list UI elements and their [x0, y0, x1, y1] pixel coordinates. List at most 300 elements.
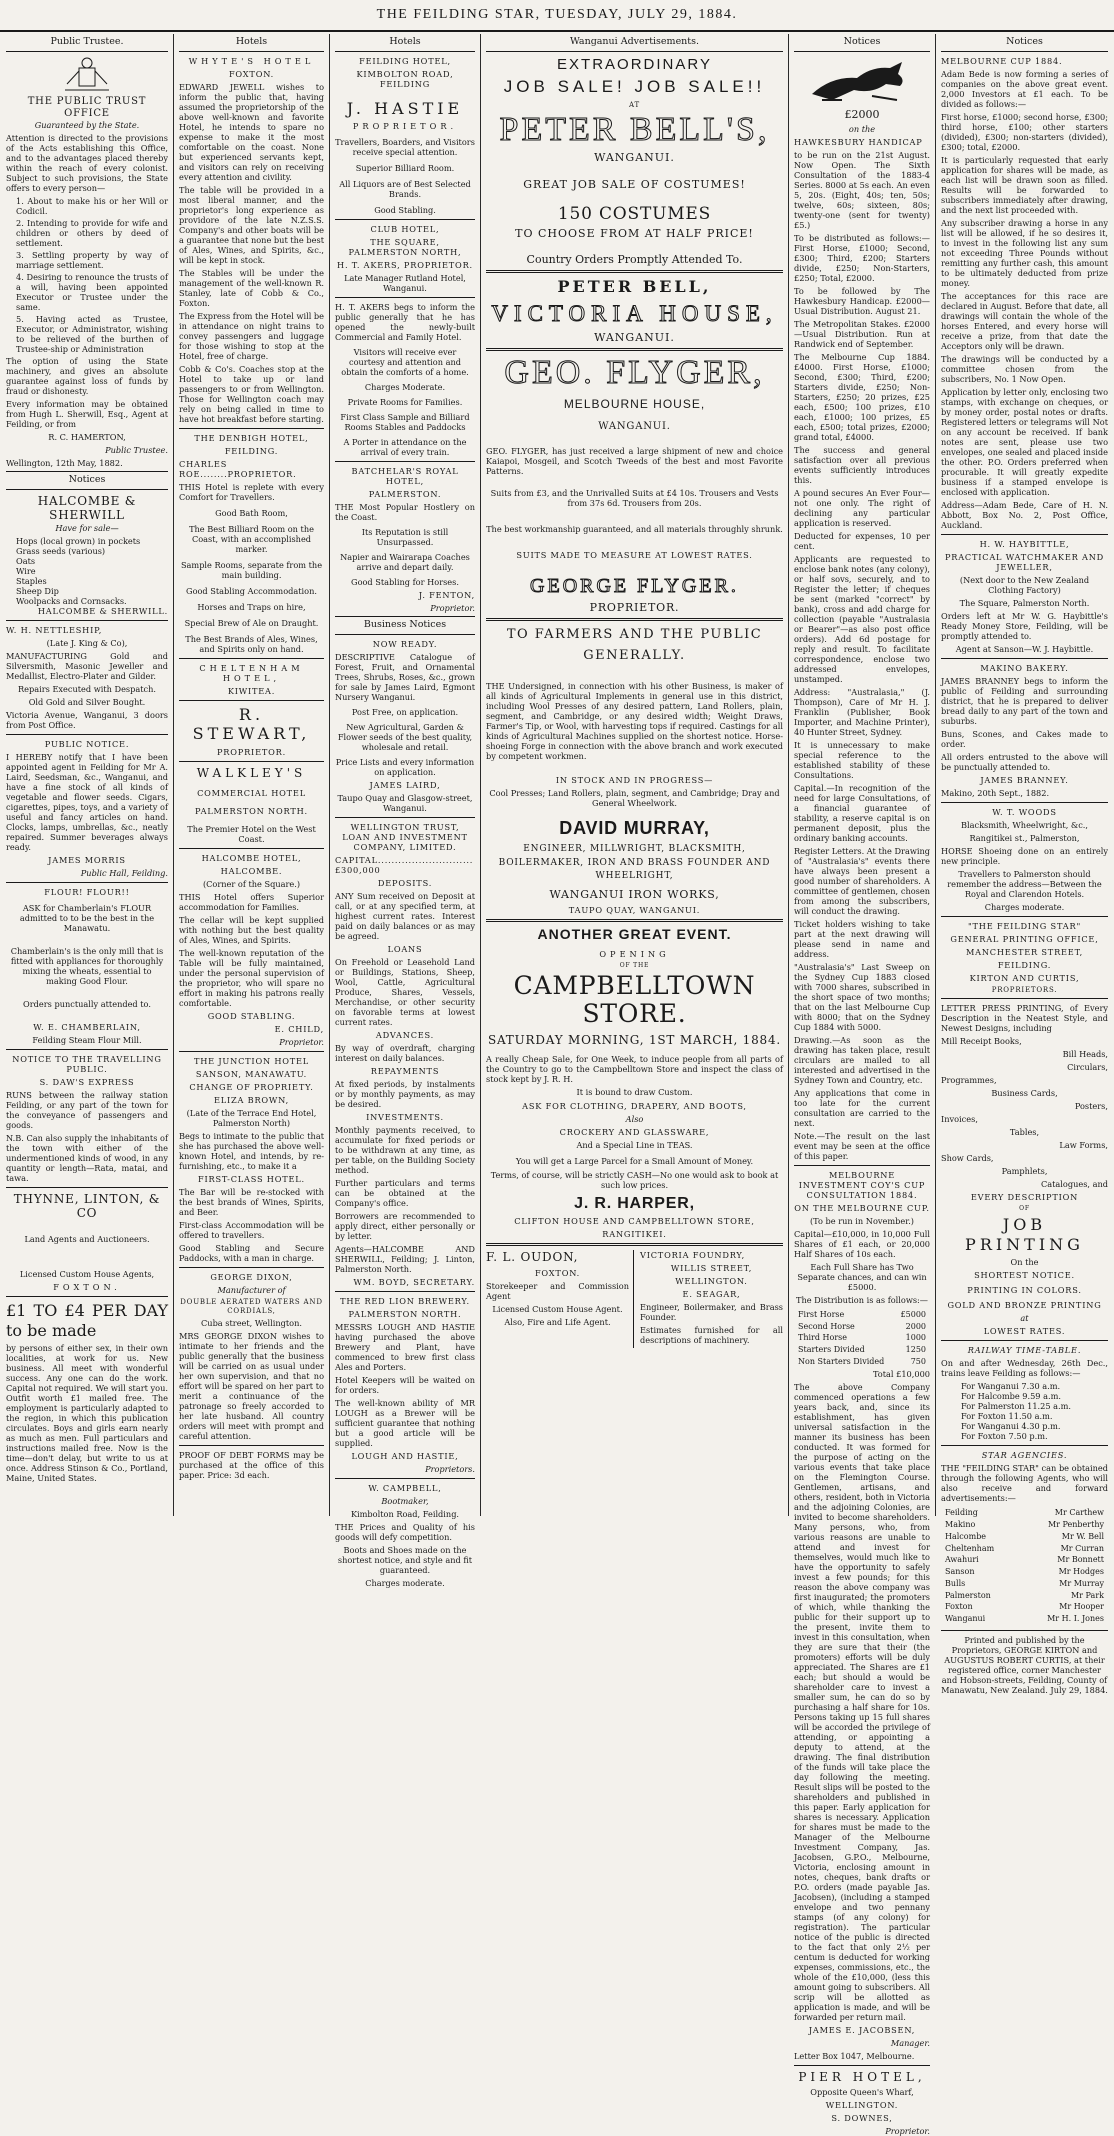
text: (Late of the Terrace End Hotel, Palmerston North) [186, 1108, 317, 1129]
text: Address—Adam Bede, Care of H. N. Abbott, Box No. 2, Post Office, Auckland. [941, 499, 1108, 530]
text: Old Gold and Silver Bought. [28, 696, 146, 707]
list-item: Sheep Dip [16, 585, 59, 596]
table-cell: Cheltenham [945, 1543, 995, 1553]
column-wanganui-ads [482, 34, 787, 1516]
ad-title: WELLINGTON TRUST, LOAN AND INVESTMENT COMPANY, LIMITED. [342, 821, 468, 852]
list-item: Travellers, Boarders, and Visitors receive special attention. [335, 137, 475, 158]
rail-items [961, 1381, 1108, 1441]
text: Good Stabling and Secure Paddocks, with a man in charge. [179, 1243, 324, 1264]
column-hotels [175, 34, 328, 1516]
table-cell: Mr Park [1070, 1590, 1104, 1600]
text: On and after Wednesday, 26th Dec., trains leave Feilding as follows:— [941, 1358, 1108, 1379]
text: GEO. FLYGER, has just received a large shipment of new and choice Kaiapoi, Mosgeil, and Scotch Tweeds of the best and most Favorite Patterns. [486, 445, 783, 476]
text: FOXTON. [534, 1268, 581, 1279]
text: Further particulars and terms can be obtained at the Company's office. [335, 1177, 475, 1208]
list-item: 2. Intending to provide for wife and children or others by deed of settlement. [16, 217, 168, 248]
list-item: For Wanganui 7.30 a.m. [961, 1381, 1061, 1392]
ad-title: TO FARMERS AND THE PUBLIC GENERALLY. [506, 627, 763, 664]
text: The Square, Palmerston North. [959, 597, 1090, 608]
column-heading: Notices [941, 34, 1108, 52]
column-notices [790, 34, 934, 2136]
ad-title: DAVID MURRAY, [559, 818, 710, 839]
text: PALMERSTON NORTH. [195, 806, 308, 817]
text: Applicants are requested to enclose bank notes (any colony), or half sovs, securely, and to Register the letter; if cheques be sent (marked "correct" by bank), cross and add charge for collection (payable "Australasia or Bearer"—as also post office orders). Add 6d postage for reply and result. To facilitate correspondence, enclose two addressed envelopes, unstamped. [794, 553, 930, 684]
ad-title: £1 TO £4 PER DAY to be made [6, 1301, 168, 1340]
agents-table [941, 1506, 1108, 1626]
table-cell: 750 [910, 1356, 926, 1366]
list-item: Pamphlets, [1001, 1166, 1048, 1177]
text: A really Cheap Sale, for One Week, to induce people from all parts of the Country to go to the Campbelltown Store and inspect the class of stock kept by J. R. H. [486, 1053, 783, 1084]
table-cell: Starters Divided [798, 1345, 865, 1355]
ad-title: EXTRAORDINARY [557, 55, 712, 73]
text: (Next door to the New Zealand Clothing Factory) [959, 574, 1090, 595]
text: LOANS [387, 943, 423, 954]
list-item: Mill Receipt Books, [941, 1036, 1022, 1047]
text: Orders left at Mr W. G. Haybittle's Ready Money Store, Feilding, will be promptly attended to. [941, 610, 1108, 641]
text: INVESTMENTS. [366, 1111, 444, 1122]
ad-title: RAILWAY TIME-TABLE. [967, 1345, 1082, 1356]
text: The table will be provided in a most liberal manner, and the proprietor's long experience as providore of the late N.Z.S.S. Company's and other boats will be a guarantee that none but the best of Ales, Wines, and Spirits, &c., will be kept in stock. [179, 184, 324, 265]
text: SUITS MADE TO MEASURE AT LOWEST RATES. [516, 549, 753, 560]
ad-title: PETER BELL, [557, 277, 712, 297]
text: PROPRIETOR. [216, 746, 286, 757]
ad-title: JOB SALE! JOB SALE!! [503, 76, 766, 96]
bottom-ads [486, 1250, 783, 1348]
text: Letter Box 1047, Melbourne. [794, 2050, 915, 2061]
text: S. DOWNES, [831, 2113, 893, 2124]
text: Have for sale— [55, 522, 119, 533]
table-cell: 1000 [905, 1333, 926, 1343]
ad-title: GEO. FLYGER, [504, 354, 765, 392]
list-item: All Liquors are of Best Selected Brands. [339, 179, 471, 200]
text: H. T. AKERS, PROPRIETOR. [337, 260, 473, 271]
text: Price Lists and every information on application. [335, 756, 475, 777]
table-cell: Third Horse [798, 1333, 847, 1343]
text: On the [1010, 1257, 1039, 1268]
text: JAMES BRANNEY begs to inform the public of Feilding and surrounding district, that he is prepared to deliver bread daily to any part of the town and suburbs. [941, 675, 1108, 726]
text: You will get a Large Parcel for a Small Amount of Money. [515, 1155, 754, 1166]
list-item: Hops (local grown) in pockets [16, 535, 141, 546]
text: The above Company commenced operations a few years back, and, since its establishment, has given universal satisfaction in the manner its business has been conducted. It was formed for the purpose of acting on the various events that take place on the Flemington Course. Gentlemen, artisans, and others, resident, both in Victoria and the adjoining Colonies, are invited to become shareholders. Many persons, who, from various reasons are unable to attend and invest for themselves, would much like to have the opportunity to safely invest a few pounds; for this reason the above company was first inaugurated; the promoters of which, while thanking the public for their support up to the present, invite them to invest in this consultation, when they are sure that their (the promoters) efforts will be duly appreciated. The Shares are £1 each; but should a would be shareholder care to invest a smaller sum, he can do so by purchasing a half share for 10s. Persons taking up 15 full shares will be accorded the privilege of attending, or appointing a deputy to attend, at the drawing. The final distribution of the funds will take place the day following the meeting. Result slips will be posted to the shareholders and published in this paper. Early application for shares is necessary. Application for shares must be made to the Manager of the Melbourne Investment Company, Jas. Jacobsen, G.P.O., Melbourne, Victoria, enclosing amount in notes, cheques, bank drafts or P.O. orders (made payable Jas. Jacobsen), (including a stamped envelope and two pennany stamps (of any colony) for registration). The particular notice of the public is directed to the fact that only 2½ per centum is deducted for working expenses, commissions, etc., the whole of the £10,000, (less this amount going to subscribers. All scrip will be allotted as application is made, and will be forwarded per return mail. [794, 1381, 930, 2022]
table-row [943, 1591, 1106, 1601]
text: Makino, 20th Sept., 1882. [941, 787, 1050, 798]
text: It is bound to draw Custom. [576, 1086, 693, 1097]
text: Proprietor. [279, 1037, 324, 1048]
list-item: Circulars, [1067, 1062, 1108, 1073]
text: KIRTON AND CURTIS, [969, 972, 1080, 983]
text: The success and general satisfaction over all previous events sufficiently introduces this. [794, 444, 930, 485]
text: Victoria Avenue, Wanganui, 3 doors from Post Office. [6, 709, 168, 730]
ad-title: THYNNE, LINTON, & CO [13, 1191, 161, 1221]
ad-title: J. R. HARPER, [574, 1194, 695, 1212]
list-item: Tables, [1009, 1127, 1040, 1138]
text: FEILDING. [997, 959, 1052, 970]
list-item: Show Cards, [941, 1153, 994, 1164]
ad-title: THE RED LION BREWERY. [340, 1295, 470, 1306]
text: PALMERSTON. [368, 489, 442, 500]
table-cell: 1250 [905, 1345, 926, 1355]
ad-title: PUBLIC NOTICE. [44, 738, 130, 749]
text: MANUFACTURING Gold and Silversmith, Masonic Jeweller and Medallist, Electro-Plater and Gilder. [6, 650, 168, 681]
text: Travellers to Palmerston should remember the address—Between the Royal and Clarendon Hotels. [947, 868, 1102, 899]
text: Capital.—In recognition of the need for large Consultations, of a financial guarantee of stability, a reserve capital is on permanent deposit, plus the ordinary banking accounts. [794, 782, 930, 843]
text: OF [1019, 1205, 1030, 1213]
foundry-ad [640, 1250, 783, 1348]
list-item: 3. Settling property by way of marriage settlement. [16, 249, 168, 270]
table-cell: Mr W. Bell [1061, 1531, 1104, 1541]
text: The well-known ability of MR LOUGH as a Brewer will be sufficient guarantee that nothing but a good article will be supplied. [335, 1397, 475, 1448]
table-row [796, 1322, 928, 1332]
text: Guaranteed by the State. [34, 119, 140, 130]
text: "Australasia's" Last Sweep on the Sydney Cup 1883 closed with 7000 shares, subscribed in the short space of two months; that on the last Melbourne Cup with 8000; that on the Sydney Cup 1884 with 5000. [794, 961, 930, 1032]
text: The Express from the Hotel will be in attendance on night trains to convey passengers and luggage for those wishing to stop at the Hotel, free of charge. [179, 310, 325, 361]
text: (Late J. King & Co), [46, 637, 128, 648]
text: PROPRIETOR. [589, 601, 680, 615]
table-cell: Non Starters Divided [798, 1356, 885, 1366]
column-divider [935, 34, 936, 1516]
list-item: Visitors will receive ever courtesy and attention and obtain the comforts of a home. [341, 347, 469, 378]
text: A pound secures An Ever Four—not one only. The right of declining any particular application is reserved. [794, 487, 930, 528]
masthead [0, 6, 1114, 32]
list-item: First Class Sample and Billiard Rooms Stables and Paddocks [340, 412, 470, 433]
text: PRINTING IN COLORS. [967, 1285, 1082, 1296]
text: JAMES E. JACOBSEN, [808, 2024, 916, 2035]
table-cell: Palmerston [945, 1590, 991, 1600]
list-item: Law Forms, [1059, 1140, 1108, 1151]
text: To be followed by The Hawkesbury Handicap. £2000—Usual Distribution. August 21. [794, 285, 930, 316]
printing-items [941, 1036, 1108, 1189]
table-cell: First Horse [798, 1309, 845, 1319]
text: The Bar will be re-stocked with the best brands of Wines, Spirits, and Beer. [179, 1187, 324, 1218]
text: At fixed periods, by instalments or by monthly payments, as may be desired. [335, 1078, 475, 1109]
table-cell: 2000 [905, 1321, 926, 1331]
text: All orders entrusted to the above will be punctually attended to. [941, 751, 1108, 772]
text: WANGANUI. [594, 150, 675, 164]
ad-title: VICTORIA FOUNDRY, [640, 1250, 745, 1261]
text: Capital—£10,000, in 10,000 Full Shares of £1 each, or 20,000 Half Shares of 10s each. [794, 1228, 930, 1259]
text: E. CHILD, [274, 1024, 324, 1035]
text: Drawing.—As soon as the drawing has taken place, result circulars are mailed to all interested and advertised in the Sydney Town and Country, etc. [794, 1034, 930, 1085]
text: Kimbolton Road, Feilding. [350, 1508, 460, 1519]
list-item: Good Bath Room, [215, 507, 288, 518]
ad-title: 150 COSTUMES [557, 203, 712, 224]
text: THE "FEILDING STAR" can be obtained through the following Agents, who will also receive and forward advertisements:— [941, 1463, 1108, 1504]
ad-title: NOTICE TO THE TRAVELLING PUBLIC. [12, 1053, 162, 1074]
list-item: Superior Billiard Room. [355, 163, 455, 174]
list-item: Grass seeds (various) [16, 545, 106, 556]
text: Ticket holders wishing to take part at the next drawing will please send in name and address. [794, 918, 930, 959]
text: KIMBOLTON ROAD, FEILDING [356, 68, 454, 89]
text: GENERAL PRINTING OFFICE, [950, 933, 1099, 944]
ad-title: W. T. WOODS [992, 806, 1057, 817]
column-public-trustee [2, 34, 172, 1516]
list-item: Horses and Traps on hire, [197, 601, 306, 612]
text: FOXTON. [53, 1282, 121, 1293]
list-item: Posters, [1074, 1101, 1108, 1112]
text: Orders punctually attended to. [23, 998, 151, 1009]
list-item: 5. Having acted as Trustee, Executor, or Administrator, wishing to be relieved of the burthen of Trustee-ship or Administration [16, 313, 168, 354]
text: GOLD AND BRONZE PRINTING [947, 1300, 1102, 1311]
text: Adam Bede is now forming a series of companies on the above great event. 2,000 Investors at £1 each. To be divided as follows:— [941, 68, 1108, 109]
text: The acceptances for this race are declared in August. Before that date, all drawings will contain the whole of the horses Entered, and every horse will receive a prize, from that date the Acceptors only will be drawn. [941, 290, 1108, 351]
ad-title: HALCOMBE & SHERWILL [37, 493, 137, 523]
column-divider [173, 34, 174, 1516]
text: PALMERSTON NORTH. [348, 1308, 462, 1319]
text: (Corner of the Square.) [202, 879, 301, 890]
list-item: Programmes, [941, 1075, 997, 1086]
text: Licensed Custom House Agents, [19, 1269, 155, 1280]
trust-items [16, 196, 168, 354]
text: (To be run in November.) [809, 1215, 915, 1226]
text: WILLIS STREET, [670, 1263, 753, 1274]
ad-title: VICTORIA HOUSE, [491, 300, 778, 326]
text: ON THE MELBOURNE CUP. [794, 1202, 930, 1213]
text: Feilding Steam Flour Mill. [32, 1034, 142, 1045]
text: PROOF OF DEBT FORMS may be purchased at the office of this paper. Price: 3d each. [179, 1450, 324, 1481]
ad-title: GEORGE DIXON, [210, 1272, 293, 1283]
ad-title: FEILDING HOTEL, [359, 55, 451, 66]
table-cell: Makino [945, 1520, 976, 1530]
text: THIS Hotel offers Superior accommodation for Families. [179, 892, 324, 913]
text: TO CHOOSE FROM AT HALF PRICE! [515, 227, 754, 241]
text: WANGANUI. [594, 330, 675, 344]
ad-title: THE JUNCTION HOTEL [193, 1056, 310, 1067]
column-heading: Public Trustee. [6, 34, 168, 52]
text: JAMES LAIRD, [369, 779, 441, 790]
list-item: Wire [16, 565, 36, 576]
text: Bootmaker, [381, 1495, 429, 1506]
ad-title: MELBOURNE INVESTMENT COY'S CUP CONSULTATION 1884. [798, 1169, 926, 1200]
ad-title: "THE FEILDING STAR" [967, 920, 1082, 931]
ad-title: WHYTE'S HOTEL [188, 55, 315, 66]
table-cell: £5000 [900, 1309, 926, 1319]
table-cell: Halcombe [945, 1531, 987, 1541]
text: WELLINGTON. [825, 2100, 899, 2111]
list-item: The Best Brands of Ales, Wines, and Spirits only on hand. [185, 633, 318, 654]
table-cell: Feilding [945, 1508, 978, 1518]
text: Licensed Custom House Agent. [492, 1304, 623, 1315]
text: MRS GEORGE DIXON wishes to intimate to her friends and the public generally that the business will be carried on as usual under her own supervision, and that no effort will be spared on her part to merit a continuance of the patronage so freely accorded to her late husband. All country orders will meet with prompt and careful attention. [179, 1331, 324, 1442]
trust-office-title: THE PUBLIC TRUST OFFICE [27, 95, 147, 119]
text: I HEREBY notify that I have been appointed agent in Feilding for Mr A. Laird, Seedsman, &c., Wanganui, and have a fine stock of all kinds of vegetable and flower seeds. Cigars, cigarettes, pipes, toys, and a variety of useful and fancy articles on hand. Clocks, lamps, umbrellas, &c., neatly repaired. Summer beverages always ready. [6, 751, 168, 852]
text: HORSE Shoeing done on an entirely new principle. [941, 845, 1108, 866]
column-heading: Wanganui Advertisements. [486, 34, 783, 52]
text: OF THE [619, 961, 650, 969]
ad-title: CHELTENHAM HOTEL, [199, 662, 304, 683]
text: The well-known reputation of the Table will be fully maintained, under the personal supervision of the proprietor, who will spare no effort in making his patrons really comfortable. [179, 948, 324, 1009]
ad-title: WALKLEY'S [196, 765, 307, 780]
table-row [796, 1310, 928, 1320]
list-item: For Foxton 7.50 p.m. [961, 1431, 1048, 1442]
text: S. DAW'S EXPRESS [39, 1076, 135, 1087]
text: Storekeeper and Commission Agent [486, 1281, 629, 1302]
text: Country Orders Promptly Attended To. [526, 252, 743, 266]
text: R. C. HAMERTON, [48, 431, 126, 442]
table-row [943, 1602, 1106, 1612]
text: COMMERCIAL HOTEL [197, 788, 306, 799]
text: AT [629, 100, 640, 109]
text: Manager. [890, 2037, 930, 2048]
ad-title: BATCHELAR'S ROYAL HOTEL, [351, 466, 459, 487]
ad-title: THE DENBIGH HOTEL, [194, 432, 309, 443]
ad-title: HALCOMBE HOTEL, [201, 853, 302, 864]
text: Cuba street, Wellington. [201, 1318, 302, 1329]
text: PRACTICAL WATCHMAKER AND JEWELLER, [944, 551, 1105, 572]
list-item: 1. About to make his or her Will or Codicil. [16, 195, 168, 216]
list-item: For Wanganui 4.30 p.m. [961, 1421, 1061, 1432]
text: Public Hall, Feilding. [80, 867, 168, 878]
coat-of-arms-icon [6, 56, 168, 96]
text: GREAT JOB SALE OF COSTUMES! [523, 178, 746, 192]
text: LOWEST RATES. [983, 1326, 1066, 1337]
text: MESSRS LOUGH AND HASTIE having purchased the above Brewery and Plant, have commenced to brew first class Ales and Porters. [335, 1321, 475, 1372]
text: Every information may be obtained from Hugh L. Sherwill, Esq., Agent at Feilding, or from [6, 398, 168, 429]
table-cell: Awahuri [945, 1555, 979, 1565]
text: IN STOCK AND IN PROGRESS— [555, 775, 714, 786]
distribution-table [794, 1308, 930, 1369]
list-item: Napier and Wairarapa Coaches arrive and depart daily. [340, 552, 470, 573]
table-row [943, 1614, 1106, 1624]
text: Rangitikei st., Palmerston, [969, 832, 1080, 843]
list-item: 4. Desiring to renounce the trusts of a will, having been appointed Executor or Trustee under the same. [16, 271, 168, 312]
text: Manufacturer of [217, 1285, 286, 1296]
text: Boots and Shoes made on the shortest notice, and style and fit guaranteed. [337, 1544, 473, 1575]
text: WM. BOYD, SECRETARY. [353, 1276, 475, 1287]
text: CLIFTON HOUSE AND CAMPBELLTOWN STORE, [514, 1216, 755, 1227]
text: The Distribution is as follows:— [795, 1294, 928, 1305]
column-heading: Hotels [335, 34, 475, 52]
text: FIRST-CLASS HOTEL. [198, 1174, 305, 1185]
table-row [943, 1520, 1106, 1530]
text: HALCOMBE. [220, 866, 283, 877]
text: PROPRIETOR. [352, 121, 458, 132]
text: LOUGH AND HASTIE, [351, 1450, 459, 1461]
text: Agent at Sanson—W. J. Haybittle. [955, 643, 1094, 654]
text: MELBOURNE HOUSE, [563, 396, 706, 411]
list-item: For Foxton 11.50 a.m. [961, 1411, 1053, 1422]
ad-title: ANOTHER GREAT EVENT. [537, 925, 732, 942]
text: N.B. Can also supply the inhabitants of the town with either of the undermentioned kinds of wood, in any quantity or length—Rata, matai, and tawa. [6, 1132, 168, 1183]
text: ANY Sum received on Deposit at call, or at any specified term, at highest current rates. Interest paid on daily balances or as may be agreed. [335, 890, 475, 941]
text: Agents—HALCOMBE AND SHERWILL, Feilding; J. Linton, Palmerston North. [335, 1243, 475, 1274]
ad-title: H. W. HAYBITTLE, [979, 538, 1070, 549]
hs-items [16, 536, 168, 606]
list-item: For Palmerston 11.25 a.m. [961, 1401, 1072, 1412]
table-row [943, 1544, 1106, 1554]
text: RANGITIKEI. [602, 1229, 667, 1240]
table-cell: Sanson [945, 1567, 975, 1577]
text: Blacksmith, Wheelwright, &c., [960, 819, 1089, 830]
text: on the [848, 123, 876, 134]
text: On Freehold or Leasehold Land or Buildings, Stations, Sheep, Wool, Cattle, Agricultural Produce, Shares, Vessels, Merchandise, or other security on favorable terms at lowest current rates. [335, 956, 475, 1027]
list-item: Charges Moderate. [364, 382, 446, 393]
table-cell: Mr Curran [1060, 1543, 1104, 1553]
ad-title: PETER BELL'S, [499, 111, 770, 149]
column-divider [788, 34, 789, 1516]
ad-title: £2000 [844, 107, 880, 121]
text: JAMES BRANNEY. [980, 774, 1069, 785]
text: The option of using the State machinery, and gives an absolute guarantee against loss of funds by fraud or dishonesty. [6, 355, 168, 396]
text: Proprietor. [885, 2126, 930, 2136]
text: Land Agents and Auctioneers. [24, 1234, 150, 1245]
column-hotels-business [331, 34, 479, 1588]
text: CROCKERY AND GLASSWARE, [559, 1126, 710, 1137]
text: Deducted for expenses, 10 per cent. [794, 530, 930, 551]
text: Suits from £3, and the Unrivalled Suits at £4 10s. Trousers and Vests from 37s 6d. Trousers from 20s. [490, 487, 779, 508]
text: FOXTON. [228, 68, 275, 79]
text: THIS Hotel is replete with every Comfort for Travellers. [179, 481, 324, 502]
text: THE Undersigned, in connection with his other Business, is maker of all kinds of Agricultural Implements in general use in this district, including Wool Presses of any desired pattern, Land Rollers, plain, segment, and Cambridge, or any desired width; Weight Draws, Farmer's Tip, or Wool, with harvesting tops if required. Castings for all kinds of Agricultural Machines supplied on the shortest notice. Horse-shoeing Forge in connection with the above branch and work executed by competent workmen. [486, 681, 783, 762]
masthead-title: THE FEILDING STAR, TUESDAY, JULY 29, 1884. [376, 7, 738, 22]
ad-title: HAWKESBURY HANDICAP [794, 136, 923, 147]
text: Cool Presses; Land Rollers, plain, segment, and Cambridge; Dray and General Wheelwork. [489, 788, 780, 809]
text: SATURDAY MORNING, 1ST MARCH, 1884. [487, 1033, 782, 1048]
notices-heading: Notices [6, 471, 168, 490]
table-row [796, 1357, 928, 1367]
table-row [796, 1345, 928, 1355]
text: Late Manager Rutland Hotel, Wanganui. [344, 273, 466, 294]
text: WANGANUI IRON WORKS, [549, 887, 720, 901]
text: Borrowers are recommended to apply direct, either personally or by letter. [335, 1210, 475, 1241]
text: Opposite Queen's Wharf, [810, 2087, 914, 2098]
text: The drawings will be conducted by a committee chosen from the subscribers, No. 1 Now Open. [941, 353, 1108, 384]
text: FEILDING. [224, 445, 279, 456]
text: CHARLES ROE........PROPRIETOR. [179, 458, 297, 479]
table-row [943, 1508, 1106, 1518]
list-item: The Best Billiard Room on the Coast, with an accomplished marker. [189, 523, 314, 554]
ad-title: R. STEWART, [192, 704, 311, 744]
text: REPAYMENTS [370, 1065, 440, 1076]
text: WANGANUI. [598, 421, 671, 433]
text: at [1020, 1313, 1029, 1324]
text: Chamberlain's is the only mill that is fitted with appliances for thoroughly mixing the wheats, essential to making Good Flour. [10, 945, 164, 986]
text: WELLINGTON. [675, 1276, 748, 1287]
text: to be run on the 21st August. Now Open. The Sixth Consultation of the 1883-4 Series. 8000 at 5s each. An even 5, 20s. (Eight, 40s; ten, 50s; twelve, 60s; sixteen, 80s; twenty-one (sent for twenty) £5.) [794, 149, 930, 230]
text: LETTER PRESS PRINTING, of Every Description in the Neatest Style, and Newest Designs, including [941, 1003, 1108, 1034]
text: Note.—The result on the last event may be seen at the office of this paper. [794, 1130, 930, 1161]
text: SANSON, MANAWATU. [195, 1069, 308, 1080]
list-item: Staples [16, 575, 47, 586]
text: TAUPO QUAY, WANGANUI. [568, 904, 701, 915]
text: Taupo Quay and Glasgow-street, Wanganui. [337, 792, 473, 813]
list-item: Bill Heads, [1062, 1049, 1108, 1060]
text: DEPOSITS. [377, 877, 433, 888]
text: Engineer, Boilermaker, and Brass Founder. [640, 1302, 783, 1323]
text: Terms, of course, will be strictly CASH—No one would ask to book at such low prices. [490, 1169, 779, 1190]
ad-title: CLUB HOTEL, [370, 224, 440, 235]
text: Cobb & Co's. Coaches stop at the Hotel to take up or land passengers to or from Wellington. Those for Wellington coach may rely on being called in time to have hot breakfast before starting. [179, 363, 324, 424]
imprint: Printed and published by the Proprietors, GEORGE KIRTON and AUGUSTUS ROBERT CURTIS, at their registered office, corner Manchester and Hobson-streets, Feilding, County of Manawatu, New Zealand. July 29, 1884. [941, 1634, 1108, 1695]
text: It is particularly requested that early application for shares will be made, as each list will be drawn soon as filled. Results will be forwarded to subscribers immediately after drawing, and the next list proceeded with. [941, 154, 1108, 215]
text: Proprietor. [430, 603, 475, 614]
text: Public Trustee. [105, 444, 168, 455]
column-divider [480, 34, 481, 1516]
text: RUNS between the railway station Feilding, or any part of the town for the conveyance of passengers and goods. [6, 1089, 168, 1130]
text: Total £10,000 [872, 1368, 930, 1379]
text: EVERY DESCRIPTION [970, 1192, 1079, 1203]
table-row [943, 1532, 1106, 1542]
text: J. FENTON, [418, 590, 475, 601]
text: HALCOMBE & SHERWILL. [37, 605, 168, 616]
table-row [943, 1555, 1106, 1565]
list-item: For Halcombe 9.59 a.m. [961, 1391, 1061, 1402]
text: ADVANCES. [375, 1029, 435, 1040]
column-heading: Hotels [179, 34, 324, 52]
text: The best workmanship guaranteed, and all materials throughly shrunk. [486, 523, 783, 534]
text: To be distributed as follows:—First Horse, £1000; Second, £300; Third, £200; Starters divide, £250; Non-Starters, £250; Total, £2000. [794, 232, 930, 283]
list-item: Woolpacks and Cornsacks. [16, 595, 127, 606]
ad-title: MAKINO BAKERY. [980, 662, 1069, 673]
